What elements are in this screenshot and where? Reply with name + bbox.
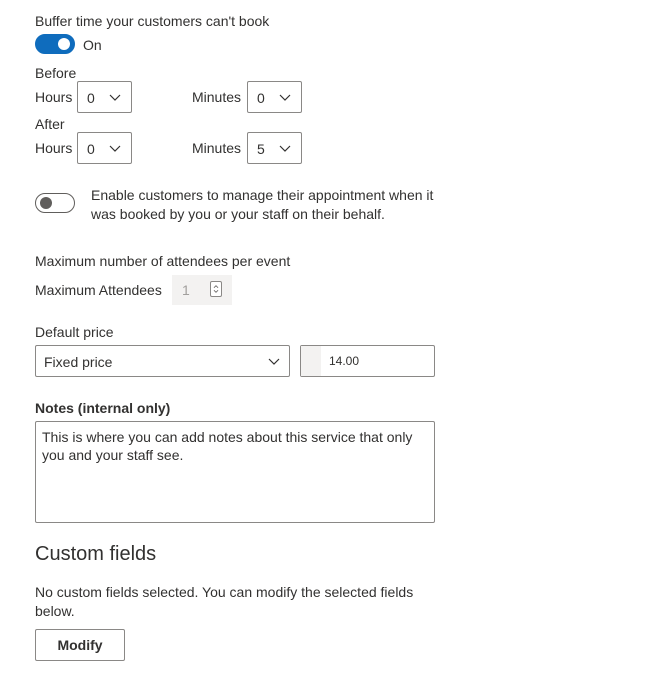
manage-appointment-toggle[interactable] [35, 193, 75, 213]
currency-prefix [301, 346, 321, 376]
after-label: After [35, 116, 65, 132]
chevron-down-icon [267, 354, 281, 368]
after-hours-select[interactable] [77, 132, 132, 164]
toggle-knob [58, 38, 70, 50]
before-minutes-value: 0 [257, 90, 265, 106]
spinner-arrows-icon[interactable] [210, 281, 222, 297]
buffer-heading: Buffer time your customers can't book [35, 13, 270, 29]
price-amount-input[interactable] [300, 345, 435, 377]
max-attendees-stepper[interactable] [172, 275, 232, 305]
price-type-value: Fixed price [44, 354, 113, 370]
custom-fields-title: Custom fields [35, 543, 157, 565]
after-minutes-label: Minutes [192, 140, 242, 156]
before-hours-value: 0 [87, 90, 95, 106]
before-minutes-select[interactable] [247, 81, 302, 113]
chevron-down-icon [278, 141, 292, 155]
after-hours-value: 0 [87, 141, 95, 157]
custom-fields-description-line1: No custom fields selected. You can modify the selected fields [35, 584, 414, 600]
price-type-select[interactable] [35, 345, 290, 377]
before-hours-select[interactable] [77, 81, 132, 113]
buffer-toggle-label: On [83, 37, 102, 53]
chevron-down-icon [108, 141, 122, 155]
modify-button[interactable]: Modify [35, 629, 125, 661]
before-minutes-label: Minutes [192, 89, 242, 105]
attendees-heading: Maximum number of attendees per event [35, 253, 291, 269]
chevron-down-icon [108, 90, 122, 104]
price-amount-value: 14.00 [329, 354, 360, 368]
max-attendees-label: Maximum Attendees [35, 282, 162, 298]
buffer-toggle[interactable] [35, 34, 75, 54]
after-minutes-value: 5 [257, 141, 265, 157]
notes-textarea[interactable]: This is where you can add notes about this service that only you and your staff see. [35, 421, 435, 523]
chevron-down-icon [278, 90, 292, 104]
manage-appointment-text-line2: was booked by you or your staff on their behalf. [91, 206, 385, 222]
default-price-heading: Default price [35, 324, 114, 340]
before-label: Before [35, 65, 77, 81]
before-hours-label: Hours [35, 89, 73, 105]
manage-appointment-text-line1: Enable customers to manage their appointment when it [91, 187, 434, 203]
custom-fields-description-line2: below. [35, 603, 75, 619]
after-minutes-select[interactable] [247, 132, 302, 164]
max-attendees-value: 1 [182, 282, 190, 298]
after-hours-label: Hours [35, 140, 73, 156]
toggle-knob [40, 197, 52, 209]
notes-heading: Notes (internal only) [35, 400, 171, 416]
